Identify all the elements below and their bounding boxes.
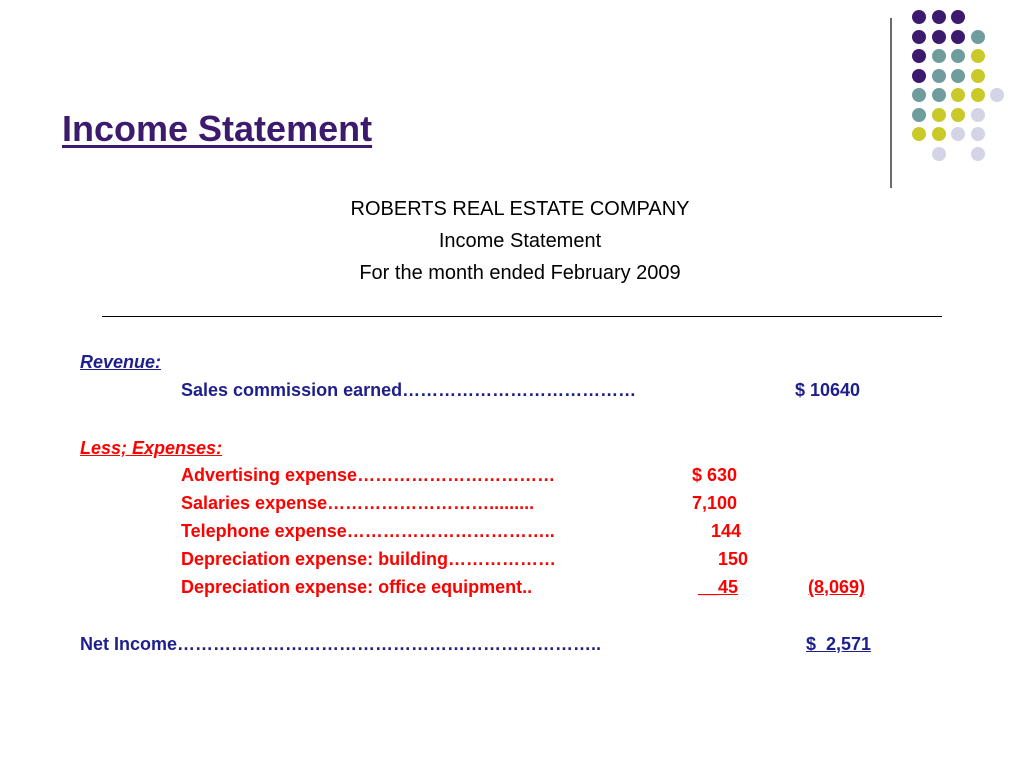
expense-item-amount: 150 xyxy=(718,549,749,569)
decorative-dot xyxy=(912,10,926,24)
decorative-dot xyxy=(951,10,965,24)
decorative-dot xyxy=(971,127,985,141)
header-divider xyxy=(102,316,942,317)
decorative-dot xyxy=(932,10,946,24)
net-income-label: Net Income…………………………………………………………….. xyxy=(80,634,602,654)
decorative-dot xyxy=(971,88,985,102)
expense-item-label: Depreciation expense: office equipment.. xyxy=(181,577,533,597)
revenue-item-amount: $ 10640 xyxy=(795,380,861,400)
decorative-dot xyxy=(951,108,965,122)
expense-item-amount: 7,100 xyxy=(692,493,738,513)
decorative-dot xyxy=(951,88,965,102)
decorative-dot xyxy=(932,69,946,83)
decorative-dot xyxy=(990,88,1004,102)
decorative-dot xyxy=(971,147,985,161)
expense-item-label: Salaries expense………………………......... xyxy=(181,493,535,513)
statement-period: For the month ended February 2009 xyxy=(359,262,681,284)
decorative-dot xyxy=(912,30,926,44)
net-income-amount: $ 2,571 xyxy=(806,634,872,654)
decorative-dot xyxy=(932,147,946,161)
expense-item-amount: 144 xyxy=(711,521,742,541)
statement-name: Income Statement xyxy=(438,230,602,252)
decorative-dot xyxy=(932,88,946,102)
decorative-dot xyxy=(951,49,965,63)
expenses-section-label: Less; Expenses: xyxy=(80,438,223,458)
decorative-dot xyxy=(971,69,985,83)
decorative-dot xyxy=(951,127,965,141)
decorative-vertical-rule xyxy=(890,18,892,188)
decorative-dot-grid xyxy=(900,10,1020,170)
slide-title: Income Statement xyxy=(62,108,373,149)
revenue-section-label: Revenue: xyxy=(80,352,162,372)
expense-item-label: Telephone expense…………………………….. xyxy=(181,521,555,541)
decorative-dot xyxy=(912,127,926,141)
decorative-dot xyxy=(971,108,985,122)
decorative-dot xyxy=(912,69,926,83)
decorative-dot xyxy=(912,88,926,102)
revenue-item-label: Sales commission earned………………………………… xyxy=(181,380,637,400)
decorative-dot xyxy=(912,108,926,122)
decorative-dot xyxy=(932,49,946,63)
expense-item-amount: __45 xyxy=(698,577,739,597)
decorative-dot xyxy=(951,69,965,83)
expenses-total: (8,069) xyxy=(808,577,866,597)
company-name: ROBERTS REAL ESTATE COMPANY xyxy=(350,198,690,220)
decorative-dot xyxy=(951,30,965,44)
decorative-dot xyxy=(971,30,985,44)
decorative-dot xyxy=(912,49,926,63)
decorative-dot xyxy=(932,127,946,141)
decorative-dot xyxy=(932,108,946,122)
expense-item-amount: $ 630 xyxy=(692,465,738,485)
decorative-dot xyxy=(971,49,985,63)
expense-item-label: Depreciation expense: building……………… xyxy=(181,549,557,569)
expense-item-label: Advertising expense…………………………… xyxy=(181,465,556,485)
decorative-dot xyxy=(932,30,946,44)
